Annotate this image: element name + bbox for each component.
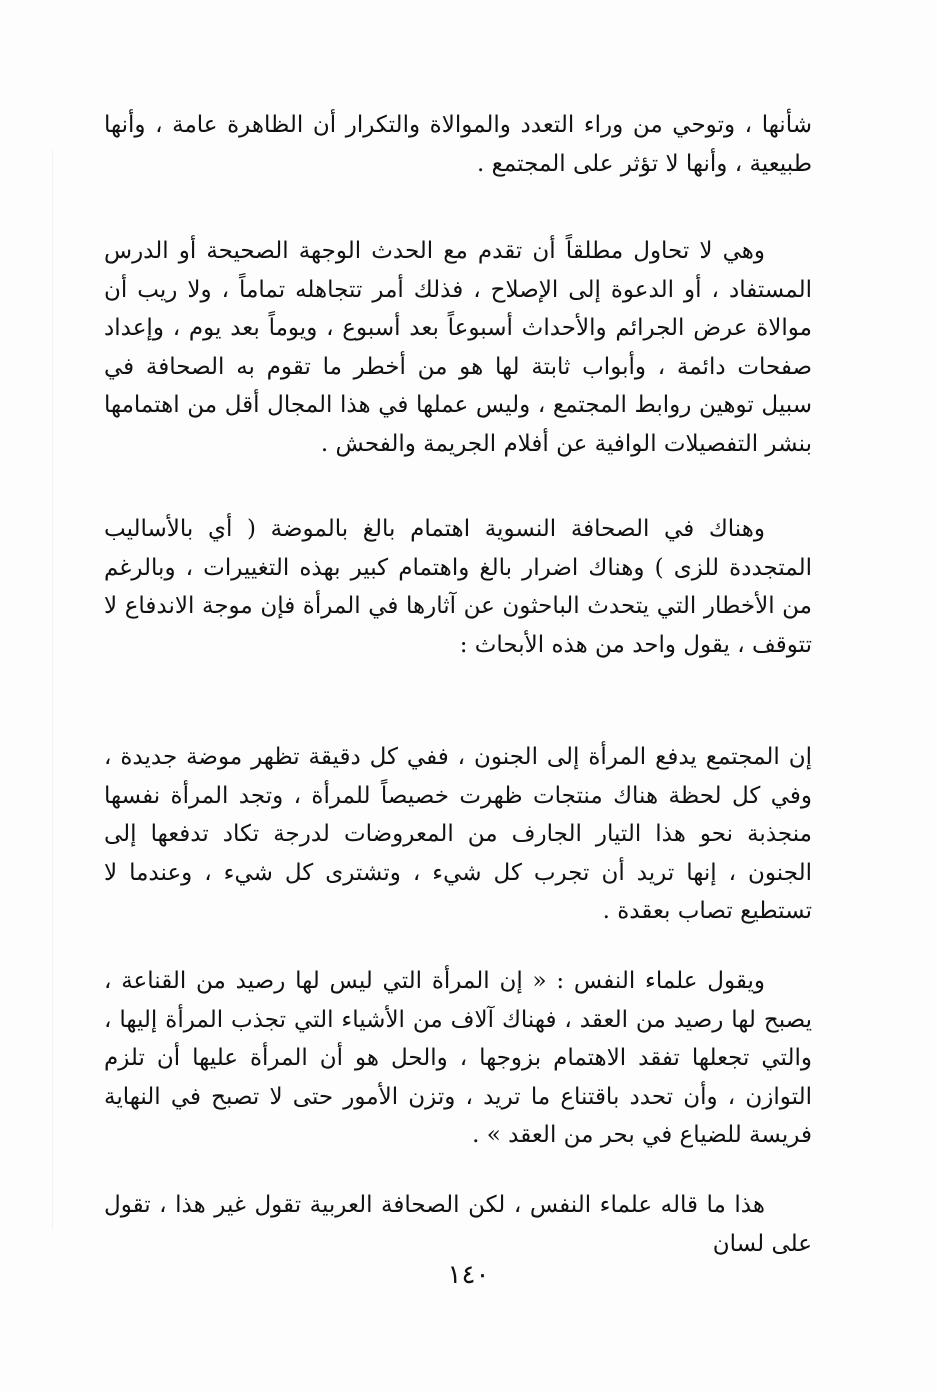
- scan-edge-shadow: [52, 150, 53, 1230]
- paragraph-text: وهناك في الصحافة النسوية اهتمام بالغ بالموضة ( أي بالأساليب المتجددة للزى ) وهناك اضرار بالغ واهتمام كبير بهذه التغييرات ، وبالرغم من الأخطار التي يتحدث الباحثون عن آثارها في المرأة فإن موجة الاندفاع لا تتوقف ، يقول واحد من هذه الأبحاث :: [104, 516, 812, 658]
- paragraph-text: هذا ما قاله علماء النفس ، لكن الصحافة العربية تقول غير هذا ، تقول على لسان: [104, 1192, 812, 1257]
- paragraph-psychologists: [104, 962, 812, 1155]
- paragraph-text: ويقول علماء النفس : « إن المرأة التي ليس لها رصيد من القناعة ، يصبح لها رصيد من العقد ، فهناك آلاف من الأشياء التي تجذب المرأة إليها ، والتي تجعلها تفقد الاهتمام بزوجها ، والحل هو أن المرأة عليها أن تلزم التوازن ، وأن تحدد باقتناع ما تريد ، وتزن الأمور حتى لا تصبح في النهاية فريسة للضياع في بحر من العقد » .: [104, 968, 812, 1148]
- paragraph-reform: [104, 232, 812, 463]
- paragraph-quote-research: [104, 738, 812, 931]
- paragraph-continuation: [104, 106, 812, 183]
- paragraph-text: إن المجتمع يدفع المرأة إلى الجنون ، ففي كل دقيقة تظهر موضة جديدة ، وفي كل لحظة هناك منتجات ظهرت خصيصاً للمرأة ، وتجد المرأة نفسها منجذبة نحو هذا التيار الجارف من المعروضات لدرجة تكاد تدفعها إلى الجنون ، إنها تريد أن تجرب كل شيء ، وتشترى كل شيء ، وعندما لا تستطيع تصاب بعقدة .: [104, 744, 812, 924]
- paragraph-arab-press: [104, 1186, 812, 1263]
- paragraph-fashion: [104, 510, 812, 664]
- paragraph-text: شأنها ، وتوحي من وراء التعدد والموالاة والتكرار أن الظاهرة عامة ، وأنها طبيعية ، وأنها لا تؤثر على المجتمع .: [104, 112, 812, 177]
- page-number: ١٤٠: [447, 1260, 490, 1290]
- paragraph-text: وهي لا تحاول مطلقاً أن تقدم مع الحدث الوجهة الصحيحة أو الدرس المستفاد ، أو الدعوة إلى الإصلاح ، فذلك أمر تتجاهله تماماً ، ولا ريب أن موالاة عرض الجرائم والأحداث أسبوعاً بعد أسبوع ، ويوماً بعد يوم ، وإعداد صفحات دائمة ، وأبواب ثابتة لها هو من أخطر ما تقوم به الصحافة في سبيل توهين روابط المجتمع ، وليس عملها في هذا المجال أقل من اهتمامها بنشر التفصيلات الوافية عن أفلام الجريمة والفحش .: [104, 238, 812, 457]
